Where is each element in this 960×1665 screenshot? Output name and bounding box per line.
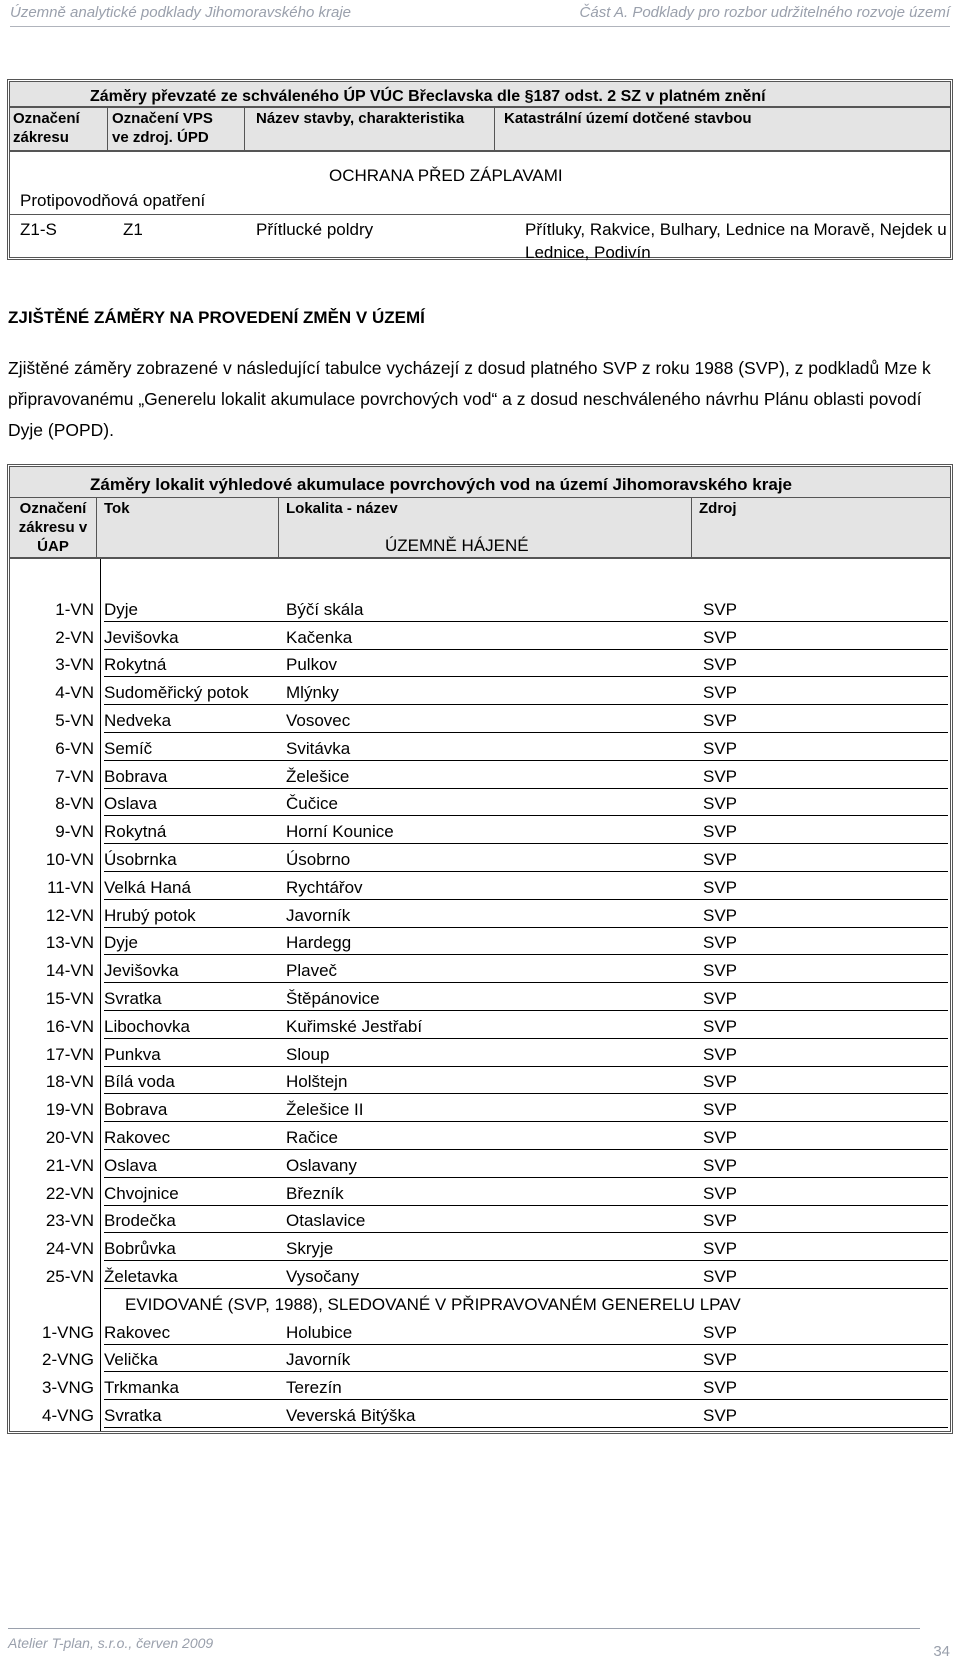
- tok-cell: Bobrůvka: [104, 1239, 176, 1259]
- zdroj-cell: SVP: [703, 1405, 738, 1425]
- lokalita-cell: Mlýnky: [286, 683, 339, 703]
- column-divider: [244, 108, 245, 152]
- tok-cell: Dyje: [104, 599, 139, 619]
- lokalita-cell: Kuřimské Jestřabí: [286, 1016, 423, 1036]
- table-row: [10, 1345, 950, 1373]
- lokalita-cell: Štěpánovice: [286, 988, 380, 1008]
- zakres-code-cell: 13-VN: [45, 933, 94, 953]
- zdroj-cell: SVP: [703, 627, 738, 647]
- divider: [10, 106, 950, 108]
- table-row: [10, 928, 950, 956]
- zdroj-cell: SVP: [703, 1322, 738, 1342]
- lokalita-cell: Veverská Bitýška: [286, 1405, 416, 1425]
- table-row: [10, 872, 950, 900]
- tok-cell: Nedveka: [104, 710, 172, 730]
- running-header: [10, 4, 950, 27]
- table-row: [10, 1122, 950, 1150]
- zdroj-cell: SVP: [703, 710, 738, 730]
- table-row: [10, 983, 950, 1011]
- table-row: [10, 816, 950, 844]
- table-row: [10, 1400, 950, 1428]
- zdroj-cell: SVP: [703, 1183, 738, 1203]
- lokalita-cell: Oslavany: [286, 1155, 357, 1175]
- tok-cell: Svratka: [104, 1405, 162, 1425]
- section-heading: ZJIŠTĚNÉ ZÁMĚRY NA PROVEDENÍ ZMĚN V ÚZEMÍ: [8, 308, 425, 327]
- table-row: [10, 1094, 950, 1122]
- zakres-code-cell: 16-VN: [45, 1016, 94, 1036]
- tok-cell: Jevišovka: [104, 961, 179, 981]
- zakres-code-cell: 8-VN: [55, 794, 94, 814]
- divider: [10, 214, 950, 215]
- section-label-protected: ÚZEMNĚ HÁJENÉ: [385, 536, 529, 555]
- column-divider: [278, 497, 279, 557]
- tok-cell: Velká Haná: [104, 877, 191, 897]
- zdroj-cell: SVP: [703, 877, 738, 897]
- tok-cell: Svratka: [104, 988, 162, 1008]
- lokalita-cell: Hardegg: [286, 933, 352, 953]
- zakres-code-cell: 17-VN: [45, 1044, 94, 1064]
- zakres-code-cell: 15-VN: [45, 988, 94, 1008]
- lokalita-cell: Javorník: [286, 1350, 351, 1370]
- zakres-code-cell: 18-VN: [45, 1072, 94, 1092]
- zdroj-cell: SVP: [703, 1100, 738, 1120]
- tok-cell: Trkmanka: [104, 1378, 179, 1398]
- zdroj-cell: SVP: [703, 933, 738, 953]
- section-label-evidenced: EVIDOVANÉ (SVP, 1988), SLEDOVANÉ V PŘIPRAVOVANÉM GENERELU LPAV: [125, 1294, 741, 1314]
- zakres-code-cell: 20-VN: [45, 1127, 94, 1147]
- column-divider: [691, 497, 692, 557]
- zakres-code-cell: 14-VN: [45, 961, 94, 981]
- zdroj-cell: SVP: [703, 655, 738, 675]
- table-cell: Z1-S: [20, 220, 57, 239]
- section-label: OCHRANA PŘED ZÁPLAVAMI: [329, 166, 563, 185]
- lokalita-cell: Želešice II: [286, 1100, 364, 1120]
- table-row: [10, 733, 950, 761]
- lokalita-cell: Vosovec: [286, 710, 351, 730]
- table-row: [10, 622, 950, 650]
- tok-cell: Oslava: [104, 794, 157, 814]
- zakres-code-cell: 12-VN: [45, 905, 94, 925]
- table-row: [10, 1372, 950, 1400]
- tok-cell: Rokytná: [104, 822, 167, 842]
- zdroj-cell: SVP: [703, 849, 738, 869]
- zdroj-cell: SVP: [703, 1044, 738, 1064]
- lokalita-cell: Březník: [286, 1183, 344, 1203]
- lokalita-cell: Otaslavice: [286, 1211, 366, 1231]
- footer: [8, 1628, 950, 1660]
- tok-cell: Semíč: [104, 738, 153, 758]
- zdroj-cell: SVP: [703, 822, 738, 842]
- tok-cell: Rakovec: [104, 1322, 171, 1342]
- zdroj-cell: SVP: [703, 1350, 738, 1370]
- header-right: Část A. Podklady pro rozbor udržitelného rozvoje území: [579, 4, 950, 21]
- tok-cell: Úsobrnka: [104, 849, 177, 869]
- zakres-code-cell: 1-VNG: [42, 1322, 94, 1342]
- column-header: Označení zákresu v ÚAP: [18, 500, 88, 555]
- zakres-code-cell: 9-VN: [55, 822, 94, 842]
- zdroj-cell: SVP: [703, 794, 738, 814]
- zakres-code-cell: 5-VN: [55, 710, 94, 730]
- zdroj-cell: SVP: [703, 766, 738, 786]
- table-title: Záměry převzaté ze schváleného ÚP VÚC Břeclavska dle §187 odst. 2 SZ v platném znění: [90, 88, 766, 105]
- table-row: [10, 1261, 950, 1289]
- zakres-code-cell: 25-VN: [45, 1266, 94, 1286]
- zdroj-cell: SVP: [703, 1127, 738, 1147]
- table-row: [10, 844, 950, 872]
- table-cell: Přítlucké poldry: [256, 220, 374, 239]
- tok-cell: Rokytná: [104, 655, 167, 675]
- lokalita-cell: Račice: [286, 1127, 338, 1147]
- lokalita-cell: Svitávka: [286, 738, 351, 758]
- table-row: [10, 1150, 950, 1178]
- lokalita-cell: Býčí skála: [286, 599, 364, 619]
- lokalita-cell: Plaveč: [286, 961, 338, 981]
- column-divider: [96, 497, 97, 557]
- table-cell: Z1: [123, 220, 143, 239]
- zdroj-cell: SVP: [703, 599, 738, 619]
- body-paragraph: Zjištěné záměry zobrazené v následující tabulce vycházejí z dosud platného SVP z roku 1988 (SVP), z podkladů Mze k připravovanému „Generelu lokalit akumulace povrchových vod“ a z dosud neschváleného návrhu Plánu oblasti povodí Dyje (POPD).: [8, 358, 931, 440]
- zakres-code-cell: 6-VN: [55, 738, 94, 758]
- zdroj-cell: SVP: [703, 683, 738, 703]
- zdroj-cell: SVP: [703, 1016, 738, 1036]
- lokalita-cell: Želešice: [286, 766, 350, 786]
- tok-cell: Bobrava: [104, 1100, 168, 1120]
- table-row: [10, 1178, 950, 1206]
- lokalita-cell: Javorník: [286, 905, 351, 925]
- table-row: [10, 705, 950, 733]
- table-row: [10, 1233, 950, 1261]
- tok-cell: Hrubý potok: [104, 905, 196, 925]
- tok-cell: Dyje: [104, 933, 139, 953]
- table-row: [10, 955, 950, 983]
- zakres-code-cell: 4-VN: [55, 683, 94, 703]
- lokalita-cell: Úsobrno: [286, 849, 351, 869]
- lokalita-cell: Pulkov: [286, 655, 338, 675]
- table-row: [10, 1206, 950, 1234]
- page-number: 34: [933, 1643, 950, 1660]
- lokalita-cell: Rychtářov: [286, 877, 363, 897]
- zakres-code-cell: 7-VN: [55, 766, 94, 786]
- column-header: Lokalita - název: [286, 500, 398, 517]
- row-underline: [104, 1427, 948, 1428]
- tok-cell: Oslava: [104, 1155, 157, 1175]
- table-title: Záměry lokalit výhledové akumulace povrchových vod na území Jihomoravského kraje: [90, 475, 792, 494]
- zakres-code-cell: 11-VN: [47, 877, 94, 897]
- tok-cell: Rakovec: [104, 1127, 171, 1147]
- table-row: [10, 650, 950, 678]
- header-left: Územně analytické podklady Jihomoravského kraje: [10, 4, 352, 21]
- table-row: [10, 677, 950, 705]
- zdroj-cell: SVP: [703, 738, 738, 758]
- lokalita-cell: Holštejn: [286, 1072, 348, 1092]
- lokalita-cell: Holubice: [286, 1322, 353, 1342]
- zdroj-cell: SVP: [703, 1072, 738, 1092]
- protected-rows: [10, 594, 950, 1289]
- zakres-code-cell: 4-VNG: [42, 1405, 94, 1425]
- zdroj-cell: SVP: [703, 905, 738, 925]
- zdroj-cell: SVP: [703, 1239, 738, 1259]
- zdroj-cell: SVP: [703, 1266, 738, 1286]
- lokalita-cell: Sloup: [286, 1044, 330, 1064]
- table-row: [10, 594, 950, 622]
- zakres-code-cell: 3-VN: [55, 655, 94, 675]
- tok-cell: Velička: [104, 1350, 158, 1370]
- lokalita-cell: Vysočany: [286, 1266, 360, 1286]
- reservoir-table: [7, 464, 953, 1434]
- vuc-table: [7, 79, 953, 260]
- divider: [10, 497, 950, 498]
- tok-cell: Sudoměřický potok: [104, 683, 249, 703]
- table-cell: Přítluky, Rakvice, Bulhary, Lednice na Moravě, Nejdek u Lednice, Podivín: [525, 220, 947, 262]
- table-row: [10, 1011, 950, 1039]
- zdroj-cell: SVP: [703, 988, 738, 1008]
- evidenced-rows: [10, 1317, 950, 1428]
- zdroj-cell: SVP: [703, 1211, 738, 1231]
- tok-cell: Jevišovka: [104, 627, 179, 647]
- zakres-code-cell: 19-VN: [45, 1100, 94, 1120]
- column-header: Katastrální území dotčené stavbou: [504, 110, 752, 127]
- zakres-code-cell: 23-VN: [45, 1211, 94, 1231]
- tok-cell: Bobrava: [104, 766, 168, 786]
- table-row: [10, 1317, 950, 1345]
- column-header: Zdroj: [699, 500, 737, 517]
- column-header: Označení zákresu: [13, 110, 80, 146]
- zakres-code-cell: 22-VN: [45, 1183, 94, 1203]
- zakres-code-cell: 2-VN: [55, 627, 94, 647]
- column-header: Označení VPS ve zdroj. ÚPD: [112, 110, 213, 146]
- lokalita-cell: Horní Kounice: [286, 822, 394, 842]
- zakres-code-cell: 10-VN: [45, 849, 94, 869]
- column-divider: [107, 108, 108, 152]
- table-row: [10, 900, 950, 928]
- lokalita-cell: Skryje: [286, 1239, 334, 1259]
- tok-cell: Chvojnice: [104, 1183, 179, 1203]
- column-header: Název stavby, charakteristika: [256, 110, 465, 127]
- zakres-code-cell: 3-VNG: [42, 1378, 94, 1398]
- table-row: [10, 761, 950, 789]
- section-row: [10, 1289, 950, 1317]
- zakres-code-cell: 21-VN: [45, 1155, 94, 1175]
- zdroj-cell: SVP: [703, 1155, 738, 1175]
- zdroj-cell: SVP: [703, 1378, 738, 1398]
- table-body: [10, 594, 950, 1428]
- zakres-code-cell: 24-VN: [45, 1239, 94, 1259]
- tok-cell: Bílá voda: [104, 1072, 175, 1092]
- tok-cell: Brodečka: [104, 1211, 176, 1231]
- table-row: [10, 1039, 950, 1067]
- divider: [10, 150, 950, 152]
- tok-cell: Libochovka: [104, 1016, 191, 1036]
- tok-cell: Punkva: [104, 1044, 161, 1064]
- table-row: [10, 789, 950, 817]
- footer-left: Atelier T-plan, s.r.o., červen 2009: [8, 1635, 214, 1651]
- subsection-label: Protipovodňová opatření: [20, 191, 206, 210]
- table-row: [10, 1067, 950, 1095]
- zdroj-cell: SVP: [703, 961, 738, 981]
- zakres-code-cell: 1-VN: [55, 599, 94, 619]
- lokalita-cell: Kačenka: [286, 627, 353, 647]
- lokalita-cell: Terezín: [286, 1378, 342, 1398]
- zakres-code-cell: 2-VNG: [42, 1350, 94, 1370]
- column-header: Tok: [104, 500, 130, 517]
- tok-cell: Želetavka: [104, 1266, 178, 1286]
- lokalita-cell: Čučice: [286, 794, 338, 814]
